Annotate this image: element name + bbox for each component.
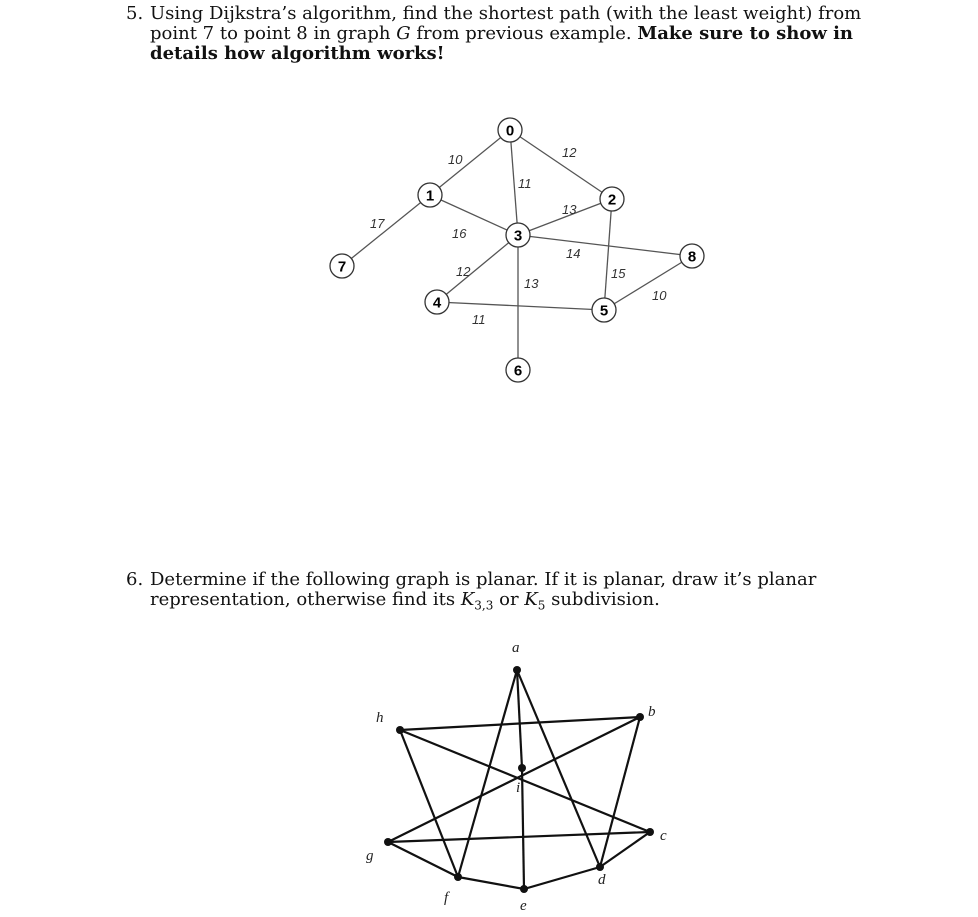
weighted-graph-edges [342, 130, 692, 370]
problem-6-text-part1: Determine if the following graph is planar. If it is planar, draw it’s planar representation, otherwise find its [150, 569, 817, 610]
k5-symbol: K [524, 589, 538, 610]
edge-e-d [524, 867, 600, 889]
weight-3-4: 12 [456, 264, 471, 279]
weighted-graph-nodes [330, 118, 704, 382]
edge-0-3 [510, 130, 518, 235]
node-8 [680, 244, 704, 268]
problem-5-graph-name: G [396, 23, 411, 44]
vertex-h [396, 726, 404, 734]
label-d: d [598, 872, 606, 888]
vertex-f [454, 873, 462, 881]
edge-0-1 [430, 130, 510, 195]
edge-h-f [400, 730, 458, 877]
edge-a-i [517, 670, 522, 768]
node-5 [592, 298, 616, 322]
label-b: b [648, 704, 656, 720]
edge-3-8 [518, 235, 692, 256]
label-i: i [516, 780, 521, 796]
weight-3-2: 13 [562, 202, 577, 217]
weight-0-2: 12 [562, 145, 577, 160]
vertex-c [646, 828, 654, 836]
problem-6-number: 6. [126, 569, 144, 590]
problem-5-text-part2: from previous example. [410, 23, 638, 44]
problem-5-bold-instruction: Make sure to show in details how algorithm works! [150, 23, 854, 64]
k33-subscript: 3,3 [474, 598, 494, 613]
edge-f-e [458, 877, 524, 889]
vertex-b [636, 713, 644, 721]
label-f: f [444, 890, 449, 906]
problem-5-text-part1: Using Dijkstra’s algorithm, find the shortest path (with the least weight) from point 7 to point 8 in graph [150, 3, 862, 44]
planarity-graph [366, 640, 667, 914]
node-1 [418, 183, 442, 207]
vertex-d [596, 863, 604, 871]
weight-1-7: 17 [370, 216, 385, 231]
problem-5-number: 5. [126, 3, 144, 24]
edge-2-5 [604, 199, 612, 310]
label-h: h [376, 710, 384, 726]
k33-symbol: K [460, 589, 475, 610]
weight-2-5: 15 [611, 266, 626, 281]
node-5-label: 5 [599, 302, 609, 320]
node-8-label: 8 [687, 248, 697, 266]
node-4-label: 4 [432, 294, 442, 312]
weight-1-3: 16 [452, 226, 467, 241]
label-g: g [366, 848, 374, 864]
edge-g-c [388, 832, 650, 842]
node-7-label: 7 [337, 258, 347, 276]
problem-6-text-end: subdivision. [545, 589, 660, 610]
label-e: e [520, 898, 527, 914]
edge-5-8 [604, 256, 692, 310]
node-6-label: 6 [513, 362, 523, 380]
weight-3-6: 13 [524, 276, 539, 291]
edge-4-5 [437, 302, 604, 310]
edge-b-g [388, 717, 640, 842]
label-c: c [660, 828, 667, 844]
edge-3-4 [437, 235, 518, 302]
node-1-label: 1 [425, 187, 435, 205]
vertex-g [384, 838, 392, 846]
edge-i-e [522, 768, 524, 889]
edge-g-f [388, 842, 458, 877]
edge-1-7 [342, 195, 430, 266]
node-3-label: 3 [513, 227, 523, 245]
vertex-a [513, 666, 521, 674]
node-7 [330, 254, 354, 278]
weight-0-1: 10 [448, 152, 463, 167]
vertex-e [520, 885, 528, 893]
edge-1-3 [430, 195, 518, 235]
node-0 [498, 118, 522, 142]
weight-0-3: 11 [518, 176, 532, 191]
k5-subscript: 5 [537, 598, 546, 613]
weight-3-8: 14 [566, 246, 581, 261]
vertex-i [518, 764, 526, 772]
node-6 [506, 358, 530, 382]
node-2-label: 2 [607, 191, 617, 209]
node-4 [425, 290, 449, 314]
node-0-label: 0 [505, 122, 515, 140]
weight-5-8: 10 [652, 288, 667, 303]
node-2 [600, 187, 624, 211]
label-a: a [512, 640, 520, 656]
weight-4-5: 11 [472, 312, 486, 327]
node-3 [506, 223, 530, 247]
problem-6-or: or [493, 589, 525, 610]
